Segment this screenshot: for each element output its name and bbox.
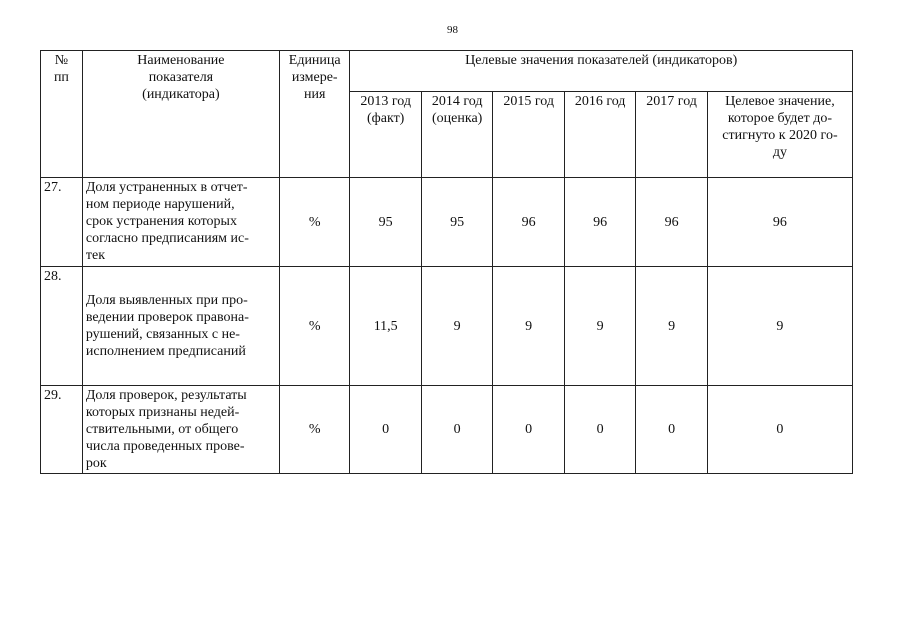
header-year-2013 [350, 92, 421, 178]
header-unit-text: Единица измере- ния [288, 53, 341, 102]
value-target-2020: 0 [707, 386, 852, 474]
header-target-values-text: Целевые значения показателей (индикаторов) [465, 53, 738, 68]
header-target-2020-text: Целевое значение, которое будет до- стигнуто к 2020 го- ду [722, 94, 838, 160]
value-2014: 9 [421, 267, 492, 386]
value-2015: 0 [493, 386, 564, 474]
header-year-2017 [636, 92, 707, 178]
value-2013: 0 [350, 386, 421, 474]
value-2014: 0 [421, 386, 492, 474]
value-2017: 9 [636, 267, 707, 386]
table-row [41, 267, 853, 386]
header-row-1 [41, 51, 853, 92]
header-name-text: Наименование показателя (индикатора) [137, 53, 225, 102]
header-year-2014-text: 2014 год (оценка) [431, 94, 483, 126]
header-name [82, 51, 279, 178]
header-year-2013-text: 2013 год (факт) [360, 94, 411, 126]
header-unit [279, 51, 349, 178]
indicator-name [82, 267, 279, 386]
value-2014: 95 [421, 178, 492, 267]
indicators-table [40, 50, 853, 474]
indicator-name [82, 178, 279, 267]
header-year-2015 [493, 92, 564, 178]
value-target-2020: 9 [707, 267, 852, 386]
header-year-2015-text: 2015 год [503, 94, 554, 109]
value-2015: 96 [493, 178, 564, 267]
header-target-2020 [707, 92, 852, 178]
indicator-name-text: Доля устраненных в отчет- ном периоде нарушений, срок устранения которых согласно предписаниям ис- тек [85, 180, 249, 263]
header-number [41, 51, 83, 178]
unit-cell: % [279, 267, 349, 386]
indicator-name [82, 386, 279, 474]
value-2015: 9 [493, 267, 564, 386]
value-2016: 96 [564, 178, 635, 267]
row-number: 28. [41, 267, 83, 386]
value-2016: 0 [564, 386, 635, 474]
value-2013: 95 [350, 178, 421, 267]
header-target-values [350, 51, 853, 92]
indicator-name-text: Доля выявленных при про- ведении проверок правона- рушений, связанных с не- исполнением предписаний [85, 293, 249, 359]
value-2013: 11,5 [350, 267, 421, 386]
table-row [41, 386, 853, 474]
table-row [41, 178, 853, 267]
header-number-text: № пп [53, 53, 69, 85]
value-2016: 9 [564, 267, 635, 386]
value-target-2020: 96 [707, 178, 852, 267]
indicator-name-text: Доля проверок, результаты которых признаны недей- ствительными, от общего числа проведенных прове- рок [85, 388, 247, 471]
header-year-2016-text: 2016 год [574, 94, 626, 109]
header-year-2017-text: 2017 год [646, 94, 697, 109]
unit-cell: % [279, 386, 349, 474]
row-number: 27. [41, 178, 83, 267]
value-2017: 96 [636, 178, 707, 267]
page-number: 98 [447, 24, 458, 36]
value-2017: 0 [636, 386, 707, 474]
row-number: 29. [41, 386, 83, 474]
unit-cell: % [279, 178, 349, 267]
header-year-2016 [564, 92, 635, 178]
header-year-2014 [421, 92, 492, 178]
